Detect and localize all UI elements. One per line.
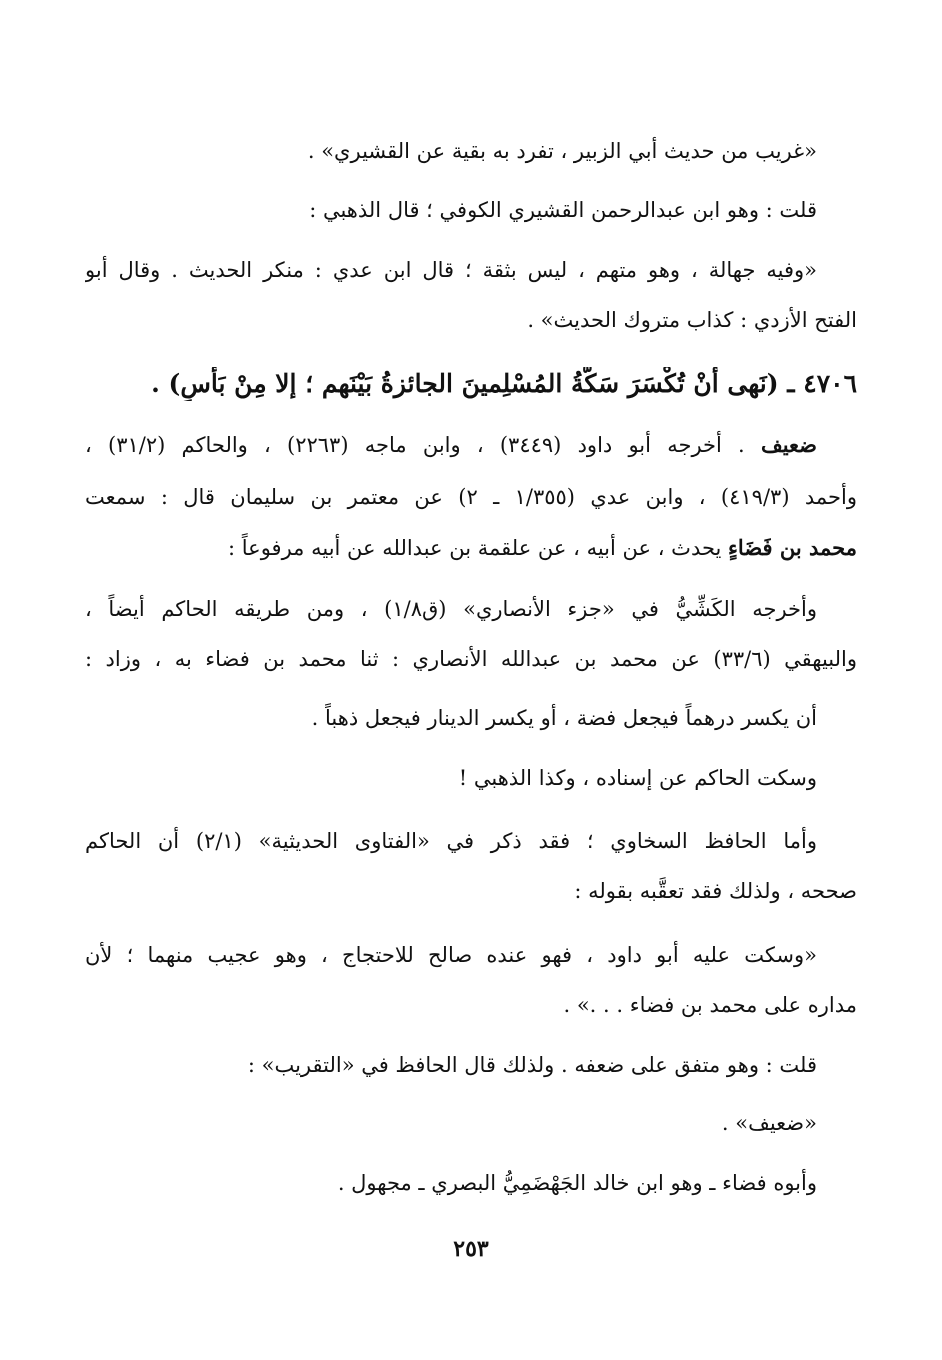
- text-line-1: «غريب من حديث أبي الزبير ، تفرد به بقية عن القشيري» .: [307, 139, 817, 163]
- text-line-15: «وسكت عليه أبو داود ، فهو عنده صالح للاحتجاج ، وهو عجيب منهما ؛ لأن: [85, 943, 817, 967]
- text-line-6-rest: . أخرجه أبو داود (٣٤٤٩) ، وابن ماجه (٢٢٦٣) ، والحاكم (٣١/٢) ،: [85, 433, 761, 457]
- text-line-4: الفتح الأزدي : كذاب متروك الحديث» .: [527, 308, 857, 332]
- text-line-14: صححه ، ولذلك فقد تعقَّبه بقوله :: [574, 879, 857, 903]
- text-line-7: وأحمد (٤١٩/٣) ، وابن عدي (١/٣٥٥ ـ ٢) عن معتمر بن سليمان قال : سمعت: [85, 485, 857, 509]
- text-line-18: «ضعيف» .: [721, 1111, 817, 1135]
- text-line-19: وأبوه فضاء ـ وهو ابن خالد الجَهْضَمِيُّ البصري ـ مجهول .: [337, 1171, 817, 1195]
- narrator-name: محمد بن فَضَاءٍ: [728, 535, 857, 560]
- text-line-6: [85, 430, 817, 460]
- text-line-11: أن يكسر درهماً فيجعل فضة ، أو يكسر الدينار فيجعل ذهباً .: [311, 706, 817, 730]
- text-line-3: «وفيه جهالة ، وهو متهم ، ليس بثقة ؛ قال ابن عدي : منكر الحديث . وقال أبو: [85, 258, 817, 282]
- text-line-17: قلت : وهو متفق على ضعفه . ولذلك قال الحافظ في «التقريب» :: [247, 1053, 817, 1077]
- text-line-16: مداره على محمد بن فضاء . . .» .: [563, 993, 857, 1017]
- text-line-2: قلت : وهو ابن عبدالرحمن القشيري الكوفي ؛ قال الذهبي :: [309, 198, 817, 222]
- grade-label: ضعيف: [760, 432, 817, 457]
- hadith-heading: ٤٧٠٦ ـ (نَهى أَنْ تُكْسَرَ سَكَّةُ المُسْلِمينَ الجائزةُ بَيْنَهم ؛ إلا مِنْ بَأْسٍ) .: [151, 369, 857, 398]
- text-line-9: وأخرجه الكَشِّيُّ في «جزء الأنصاري» (ق١/٨) ، ومن طريقه الحاكم أيضاً ،: [85, 597, 817, 621]
- text-line-8-rest: يحدث ، عن أبيه ، عن علقمة بن عبدالله عن أبيه مرفوعاً :: [228, 536, 729, 560]
- page-number: ٢٥٣: [453, 1236, 489, 1262]
- text-line-10: والبيهقي (٣٣/٦) عن محمد بن عبدالله الأنصاري : ثنا محمد بن فضاء به ، وزاد :: [85, 647, 857, 671]
- text-line-8: [85, 533, 857, 563]
- text-line-12: وسكت الحاكم عن إسناده ، وكذا الذهبي !: [458, 766, 817, 790]
- text-line-13: وأما الحافظ السخاوي ؛ فقد ذكر في «الفتاوى الحديثية» (٢/١) أن الحاكم: [85, 829, 817, 853]
